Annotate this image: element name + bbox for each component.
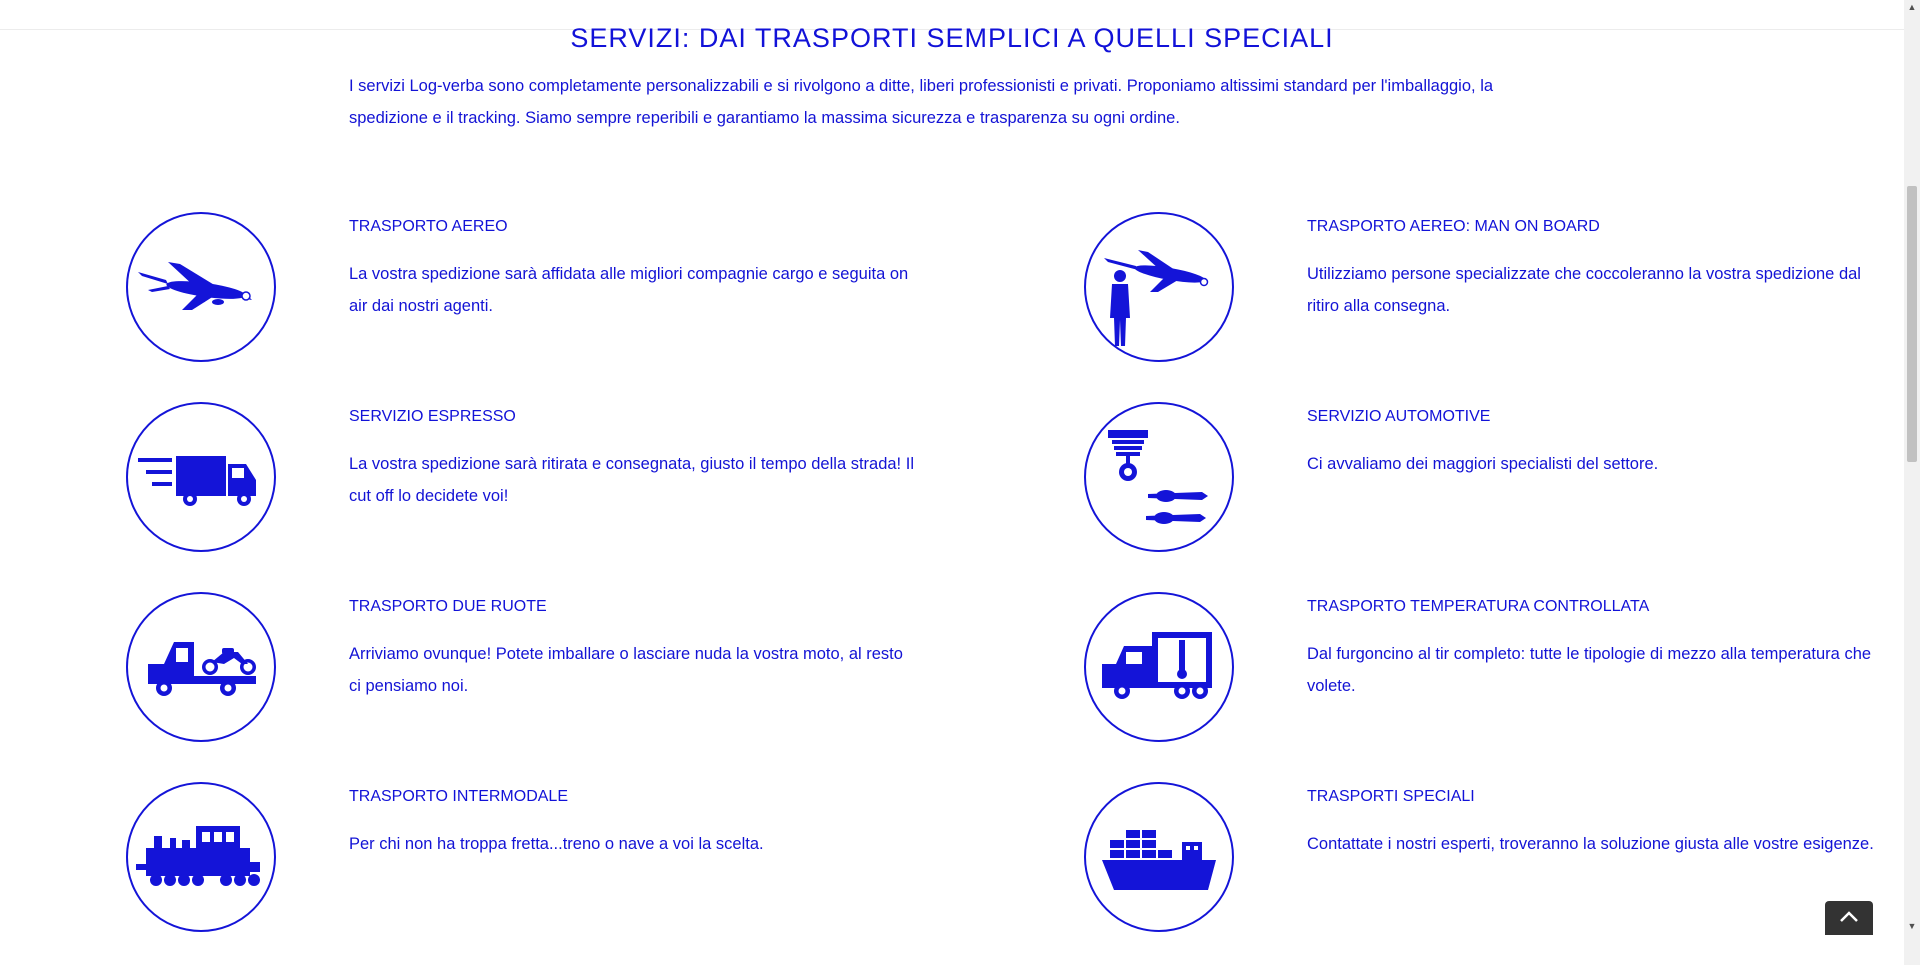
service-icon-circle (1084, 592, 1234, 742)
fast-truck-icon (128, 404, 274, 550)
service-title: SERVIZIO AUTOMOTIVE (1307, 408, 1491, 425)
service-item-trasporto-due-ruote (126, 592, 1026, 742)
chevron-up-icon (1839, 909, 1859, 925)
service-title: TRASPORTO TEMPERATURA CONTROLLATA (1307, 598, 1650, 615)
service-item-trasporto-intermodale (126, 782, 1026, 932)
cargo-ship-icon (1086, 784, 1232, 930)
service-item-trasporti-speciali (1084, 782, 1920, 932)
service-description: Per chi non ha troppa fretta...treno o nave a voi la scelta. (349, 835, 764, 853)
service-description: Arriviamo ovunque! Potete imballare o lasciare nuda la vostra moto, al resto ci pensiamo noi. (349, 645, 903, 695)
service-item-man-on-board (1084, 212, 1920, 362)
scrollbar-thumb[interactable] (1907, 186, 1917, 462)
service-description: La vostra spedizione sarà ritirata e consegnata, giusto il tempo della strada! Il cut off lo decidete voi! (349, 455, 914, 505)
service-description: La vostra spedizione sarà affidata alle migliori compagnie cargo e seguita on air dai nostri agenti. (349, 265, 909, 315)
service-title: TRASPORTO DUE RUOTE (349, 598, 547, 615)
service-description: Contattate i nostri esperti, troveranno la soluzione giusta alle vostre esigenze. (1307, 835, 1874, 853)
service-icon-circle (126, 212, 276, 362)
service-description: Utilizziamo persone specializzate che coccoleranno la vostra spedizione dal ritiro alla consegna. (1307, 265, 1861, 315)
service-description: Dal furgoncino al tir completo: tutte le tipologie di mezzo alla temperatura che volete. (1307, 645, 1872, 695)
service-icon-circle (126, 782, 276, 932)
scroll-up-arrow-icon[interactable]: ▲ (1907, 2, 1917, 12)
service-icon-circle (1084, 212, 1234, 362)
service-title: TRASPORTI SPECIALI (1307, 788, 1475, 805)
service-icon-circle (1084, 782, 1234, 932)
page-title: SERVIZI: DAI TRASPORTI SEMPLICI A QUELLI SPECIALI (570, 23, 1334, 53)
service-icon-circle (126, 592, 276, 742)
service-item-servizio-automotive (1084, 402, 1920, 552)
intro-paragraph: I servizi Log-verba sono completamente personalizzabili e si rivolgono a ditte, liberi professionisti e privati. Proponiamo altissimi standard per l'imballaggio, la spedizione e il tracking. Siamo sempre reperibili e garantiamo la massima sicurezza e trasparenza su ogni ordine. (349, 77, 1494, 127)
service-item-servizio-espresso (126, 402, 1026, 552)
service-item-trasporto-aereo (126, 212, 1026, 362)
airplane-icon (128, 214, 274, 360)
train-icon (128, 784, 274, 930)
service-item-temperatura-controllata (1084, 592, 1920, 742)
service-title: SERVIZIO ESPRESSO (349, 408, 516, 425)
man-airplane-icon (1086, 214, 1232, 360)
vertical-scrollbar[interactable] (1904, 0, 1920, 965)
service-icon-circle (126, 402, 276, 552)
scroll-down-arrow-icon[interactable]: ▼ (1907, 921, 1917, 931)
car-parts-icon (1086, 404, 1232, 550)
service-title: TRASPORTO INTERMODALE (349, 788, 568, 805)
service-description: Ci avvaliamo dei maggiori specialisti del settore. (1307, 455, 1659, 473)
service-icon-circle (1084, 402, 1234, 552)
service-title: TRASPORTO AEREO: MAN ON BOARD (1307, 218, 1600, 235)
motorbike-truck-icon (128, 594, 274, 740)
scroll-to-top-button[interactable] (1825, 901, 1873, 935)
thermometer-truck-icon (1086, 594, 1232, 740)
service-title: TRASPORTO AEREO (349, 218, 508, 235)
